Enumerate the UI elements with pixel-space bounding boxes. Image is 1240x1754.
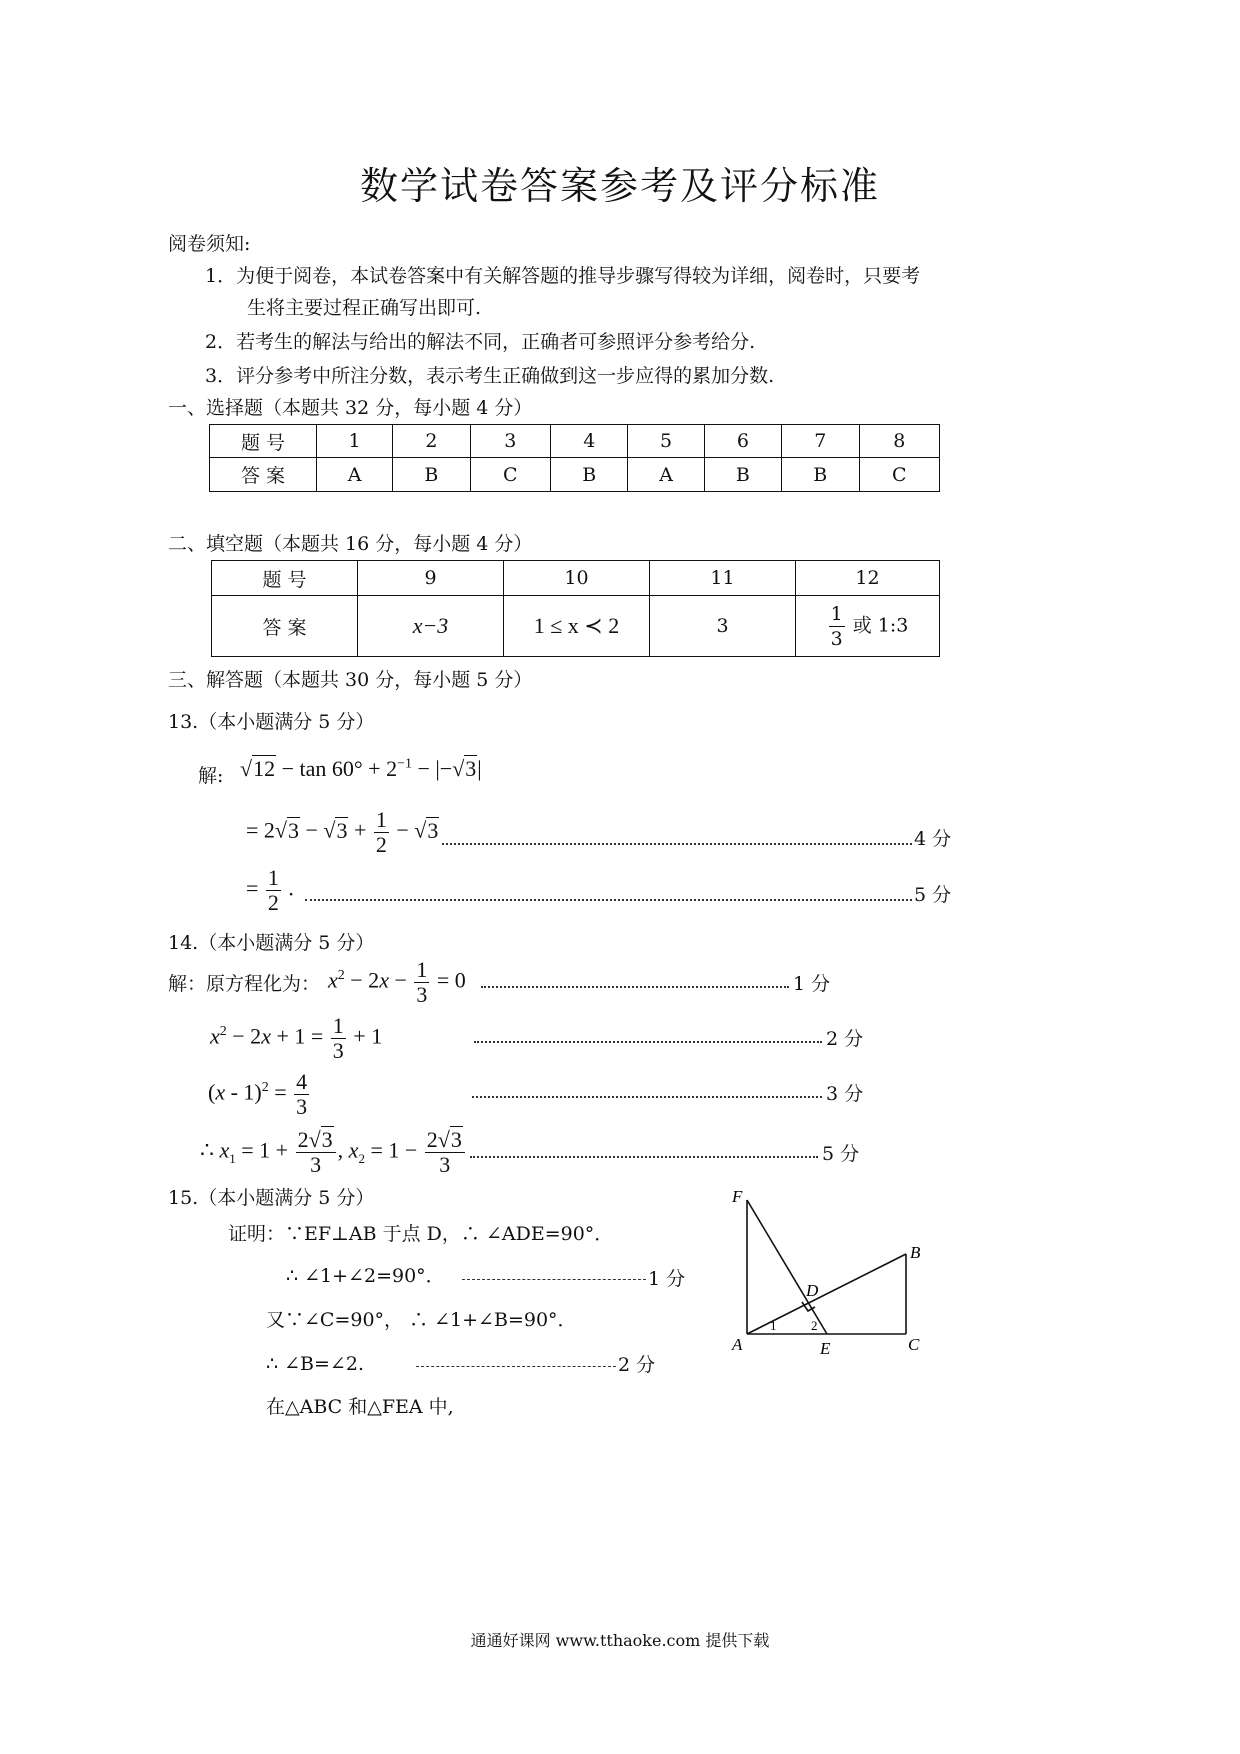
label-B: B — [910, 1243, 921, 1262]
answer-9-text: x−3 — [412, 613, 449, 638]
q15-line-1: 证明：∵EF⊥AB 于点 D，∴ ∠ADE=90°． — [228, 1223, 614, 1245]
q14-score-4: 5 分 — [822, 1143, 860, 1165]
q14-dots-2 — [474, 1041, 822, 1043]
q15-line-2: ∴ ∠1+∠2=90°． — [286, 1265, 445, 1287]
notice-item-3: 3．评分参考中所注分数，表示考生正确做到这一步应得的累加分数. — [205, 365, 775, 387]
q14-eq4: ∴ $x_1 = 1$ + $\frac{2√3}{3}$ , $x_2 = 1$ − $\frac{2√3}{3}$ — [200, 1128, 467, 1177]
choice-answer: B — [551, 458, 628, 492]
choice-number: 3 — [470, 425, 550, 458]
answer-12-tail: 或 1:3 — [852, 614, 909, 636]
choice-answer: B — [704, 458, 781, 492]
fill-number: 12 — [796, 561, 940, 596]
q14-eq1: $x^2 - 2x$ − $\frac{1}{3}$ = 0 — [328, 957, 466, 1007]
q15-score-1: 1 分 — [648, 1268, 686, 1290]
q13-dots-1 — [442, 843, 912, 845]
q13-expression: $√12 - \tan 60^\circ + 2^{-1} - |-√3|$ — [240, 756, 482, 781]
q14-score-1: 1 分 — [793, 973, 831, 995]
q13-step2: = $\frac{1}{2}$ . — [246, 865, 294, 915]
choice-number: 6 — [704, 425, 781, 458]
q15-heading: 15.（本小题满分 5 分） — [168, 1187, 375, 1209]
angle-label-1: 1 — [770, 1318, 777, 1333]
choice-answer: B — [782, 458, 859, 492]
footer-text: 通通好课网 www.tthaoke.com 提供下载 — [470, 1631, 770, 1650]
q15-score-2: 2 分 — [618, 1354, 656, 1376]
notice-item-1-cont: 生将主要过程正确写出即可. — [247, 297, 482, 319]
q14-score-3: 3 分 — [826, 1083, 864, 1105]
fill-answer-table — [211, 560, 940, 657]
row-label-answer: 答 案 — [212, 596, 358, 657]
q14-score-2: 2 分 — [826, 1028, 864, 1050]
choice-answer: C — [859, 458, 940, 492]
q14-heading: 14.（本小题满分 5 分） — [168, 932, 375, 954]
fill-answer-9 — [358, 596, 504, 657]
q13-score-2: 5 分 — [914, 884, 952, 906]
fraction — [829, 602, 845, 651]
row-label-number: 题 号 — [212, 561, 358, 596]
q15-line-5: 在△ABC 和△FEA 中, — [266, 1396, 454, 1418]
section1-heading: 一、选择题（本题共 32 分，每小题 4 分） — [168, 397, 533, 419]
q14-eq3: (x - 1)$^2$ = $\frac{4}{3}$ — [208, 1069, 308, 1119]
geometry-figure — [720, 1180, 940, 1360]
q14-dots-1 — [481, 986, 789, 988]
page-title: 数学试卷答案参考及评分标准 — [359, 164, 880, 208]
fill-answer-11: 3 — [650, 596, 796, 657]
label-A: A — [732, 1335, 743, 1354]
notice-item-1: 1．为便于阅卷，本试卷答案中有关解答题的推导步骤写得较为详细，阅卷时，只要考 — [205, 265, 921, 287]
choice-answer: B — [393, 458, 470, 492]
q15-line-3: 又∵∠C=90°， ∴ ∠1+∠B=90°． — [266, 1309, 577, 1331]
q13-heading: 13.（本小题满分 5 分） — [168, 711, 375, 733]
fill-number: 11 — [650, 561, 796, 596]
choice-number: 8 — [859, 425, 940, 458]
fill-number: 10 — [504, 561, 650, 596]
choice-answer: A — [317, 458, 393, 492]
q13-dots-2 — [305, 899, 912, 901]
choice-number: 2 — [393, 425, 470, 458]
fill-answer-10: 1 ≤ x ≺ 2 — [504, 596, 650, 657]
fraction-denominator: 3 — [830, 627, 843, 650]
q13-score-1: 4 分 — [914, 828, 952, 850]
row-label-answer: 答 案 — [210, 458, 317, 492]
fraction-numerator: 1 — [830, 602, 843, 625]
q14-prefix: 解：原方程化为： — [168, 973, 321, 995]
choice-number: 7 — [782, 425, 859, 458]
section2-heading: 二、填空题（本题共 16 分，每小题 4 分） — [168, 533, 533, 555]
q14-dots-3 — [472, 1096, 822, 1098]
section3-heading: 三、解答题（本题共 30 分，每小题 5 分） — [168, 669, 533, 691]
angle-label-2: 2 — [811, 1318, 818, 1333]
choice-number: 5 — [628, 425, 704, 458]
q15-dash-2 — [416, 1366, 616, 1367]
row-label-number: 题 号 — [210, 425, 317, 458]
choice-answer-table — [209, 424, 940, 492]
fill-number: 9 — [358, 561, 504, 596]
choice-answer: A — [628, 458, 704, 492]
choice-number: 1 — [317, 425, 393, 458]
label-C: C — [908, 1335, 920, 1354]
q13-step1: = 2√3 − √3 + $\frac{1}{2}$ − √3 — [246, 807, 439, 857]
label-F: F — [732, 1187, 743, 1206]
choice-number: 4 — [551, 425, 628, 458]
q14-eq2: $x^2 - 2x + 1$ = $\frac{1}{3}$ + 1 — [210, 1013, 383, 1063]
notice-item-2: 2．若考生的解法与给出的解法不同，正确者可参照评分参考给分. — [205, 331, 756, 353]
label-E: E — [820, 1339, 831, 1358]
q14-dots-4 — [470, 1156, 818, 1158]
q15-dash-1 — [462, 1279, 646, 1280]
fill-answer-12 — [796, 596, 940, 657]
q15-line-4: ∴ ∠B=∠2. — [266, 1353, 364, 1375]
notice-heading: 阅卷须知: — [168, 233, 251, 255]
q13-solve-label: 解: — [198, 765, 224, 787]
choice-answer: C — [470, 458, 550, 492]
label-D: D — [806, 1281, 819, 1300]
